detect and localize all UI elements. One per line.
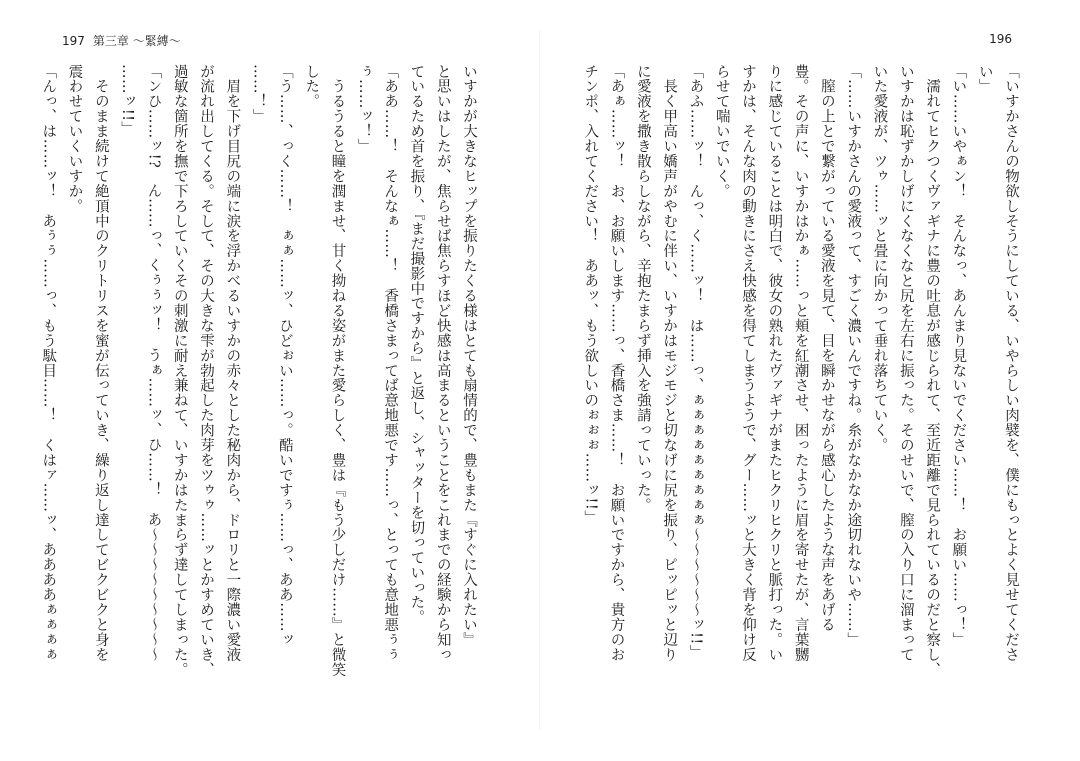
page-number-197: 197 [62, 34, 85, 48]
text-line: 眉を下げ目尻の端に涙を浮かべるいすかの赤々とした秘肉から、ドロリと一際濃い愛液 [224, 64, 241, 662]
right-page-header [989, 32, 1012, 46]
text-line: すかは、そんな肉の動きにさえ快感を得てしまうようで、グー……ッと大きく背を仰け反 [740, 64, 757, 662]
text-line: うるうると瞳を潤ませ、甘く拗ねる姿がまた愛らしく、豊は『もう少しだけ……』と微笑 [329, 64, 346, 677]
text-line: い」 [976, 64, 993, 94]
text-line: いすかが大きなヒップを振りたくる様はとても扇情的で、豊もまた『すぐに入れたい』 [461, 64, 477, 648]
text-line: 「ンひ……ッ!? ん……っ、くぅぅッ！ うぁ……ッ、ひ……！ あ〜〜〜〜〜〜〜〜〜 [145, 64, 162, 662]
text-line: ぅ……ッ！」 [355, 64, 372, 154]
running-head: 第三章 〜緊縛〜 [92, 34, 181, 48]
text-line: 膣の上とで繋がっている愛液を見て、目を瞬かせながら感心したような声をあげる [818, 64, 835, 633]
text-line: ……ッ!!」 [119, 64, 136, 137]
text-line: 「う……、っく……！ ぁぁ……ッ、ひどぉい……っ。酷いですぅ……っ、ああ……ッ [276, 64, 293, 648]
text-line: 過敏な箇所を撫で下ろしていくその刺激に耐え兼ねて、いすかはたまらず達してしまった。 [171, 64, 188, 677]
text-line: 長く甲高い嬌声がやむに伴い、いすかはモジモジと切なげに尻を振り、ピッピッと辺り [661, 64, 678, 662]
text-line: 「あぁ……ッ！ お、お願いします……っ、香橋さま……！ お願いですから、貴方のお [608, 64, 625, 662]
text-line: が流れ出してくる。そして、その大きな雫が勃起した肉芽をツゥゥ……ッとかすめていき、 [198, 64, 215, 677]
text-line: そのまま続けて絶頂中のクリトリスを蜜が伝っていき、繰り返し達してビクビクと身を [92, 64, 109, 662]
left-page-body [42, 64, 482, 724]
text-line: 豊。その声に、いすかはかぁ……っと頬を紅潮させ、困ったように眉を寄せたが、言葉嬲 [792, 64, 809, 662]
text-line: りに感じていることは明白で、彼女の熟れたヴァギナがまたヒクリヒクリと脈打った。い [766, 64, 783, 662]
text-line: 「い……いやぁン！ そんなっ、あんまり見ないでください……！ お願い……っ！」 [950, 64, 967, 648]
left-page-header [62, 32, 181, 49]
text-line: した。 [303, 64, 320, 109]
text-line: ……！」 [250, 64, 267, 124]
text-line: らせて喘いでいく。 [713, 64, 730, 199]
text-line: 「いすかさんの物欲しそうにしている、いやらしい肉襞を、僕にもっとよく見せてくださ [1003, 64, 1019, 662]
text-line: いすかは恥ずかしげにくなくなと尻を左右に振った。そのせいで、膣の入り口に溜まって [897, 64, 914, 662]
text-line: 震わせていくいすか。 [66, 64, 83, 214]
text-line: 濡れてヒクつくヴァギナに豊の吐息が感じられて、至近距離で見られているのだと察し、 [924, 64, 941, 677]
text-line: と思いはしたが、焦らせば焦らすほど快感は高まるということをこれまでの経験から知っ [434, 64, 451, 662]
right-page-body [574, 64, 1024, 724]
text-line: 「ああ……！ そんなぁ……！ 香橋さまってば意地悪です……っ、とっても意地悪ぅぅ [382, 64, 399, 662]
text-line: いた愛液が、ツゥ……ッと畳に向かって垂れ落ちていく。 [871, 64, 888, 453]
text-line: チンポ、入れてください！ ああッ、もう欲しいのぉぉぉ……ッ!!」 [582, 64, 599, 526]
page-number-196: 196 [989, 32, 1012, 46]
text-line: 「んっ、は……ッ！ あぅぅ……っ、もう駄目……！ くはァ……ッ、ああああぁぁぁぁ [40, 64, 57, 662]
right-page [540, 0, 1080, 761]
text-line: 「……いすかさんの愛液って、すごく濃いんですね。糸がなかなか途切れないや……」 [845, 64, 862, 648]
text-line: 「あふ……ッ！ んっ、く……ッ！ は……っ、ぁぁぁぁぁぁぁぁぁ〜〜〜〜〜〜ッ!!」 [687, 64, 704, 660]
text-line: に愛液を撒き散らしながら、辛抱たまらず挿入を強請っていった。 [634, 64, 651, 513]
text-line: ているため首を振り、『まだ撮影中ですから』と返し、シャッターを切っていった。 [408, 64, 425, 625]
